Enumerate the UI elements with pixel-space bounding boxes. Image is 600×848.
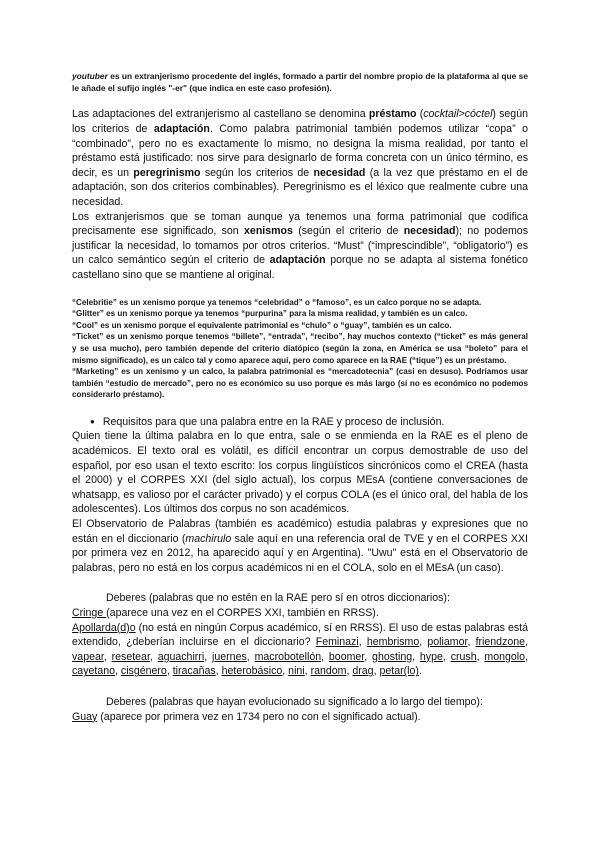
deberes-title-2: Deberes (palabras que hayan evolucionado su significado a lo largo del tiempo):	[106, 695, 483, 708]
term-necesidad: necesidad	[313, 166, 366, 179]
term-prestamo: préstamo	[368, 108, 417, 121]
example-cocktail: cocktail>cóctel	[423, 108, 493, 121]
text-run: (aparece por primera vez en 1734 pero no con el significado actual).	[97, 710, 421, 723]
word-separator: ,	[442, 650, 451, 663]
term-peregrinismo: peregrinismo	[133, 166, 201, 179]
word-separator: ,	[149, 650, 158, 663]
text-run: El Observatorio de Palabras (también es académico) estudia palabras y expresiones que no están en el diccionario (	[72, 518, 528, 545]
word-separator: ,	[358, 636, 367, 649]
word-link[interactable]: aguachirri	[157, 650, 205, 663]
deberes-apollardado	[72, 621, 528, 679]
term-necesidad: necesidad	[403, 225, 456, 238]
word-link[interactable]: petar(lo)	[379, 665, 419, 678]
text-run: (aparece una vez en el CORPES XXI, también en RRSS).	[106, 607, 379, 619]
intro-note	[72, 70, 528, 94]
note-ticket: “Ticket” es un xenismo porque tenemos “billete”, “entrada”, “recibo”, hay muchos contexto (“ticket” es más general y se usa mucho), pero también depende del criterio diatópico (según la zona, en América se usa “boleto” para el mismo significado), es un calco tal y como aparece aquí, pero como aparece en la RAE (“tique”) es un préstamo.	[72, 332, 528, 365]
word-separator: ,	[476, 650, 485, 663]
word-link[interactable]: tiracañas	[172, 665, 216, 678]
word-link[interactable]: friendzone	[475, 636, 526, 649]
paragraph-rae-corpus: Quien tiene la última palabra en lo que entra, sale o se enmienda en la RAE es el pleno de académicos. El texto oral es volátil, es difícil encontrar un corpus demostrable de uso del español, por eso usan el texto escrito: los corpus lingüísticos sincrónicos como el CREA (hasta el 2000) y el CORPES XXI (del siglo actual), los corpus MEsA (contiene conversaciones de whatsapp, es valioso por el carácter privado) y el corpus COLA (es el único oral, del habla de los adolescentes). Los últimos dos corpus no son académicos.	[72, 430, 528, 516]
word-link[interactable]: hembrismo	[366, 636, 420, 649]
term-xenismos: xenismos	[244, 225, 293, 238]
word-link[interactable]: Feminazi	[315, 636, 359, 649]
word-link[interactable]: cayetano	[72, 665, 115, 678]
paragraph-prestamo	[72, 107, 528, 209]
word-separator: ,	[204, 650, 213, 663]
word-guay: Guay	[72, 710, 98, 723]
deberes-cringe	[72, 606, 528, 621]
word-cringe: Cringe	[72, 607, 107, 619]
word-link[interactable]: cisgénero	[120, 665, 167, 678]
note-marketing: “Marketing” es un xenismo y un calco, la palabra patrimonial es “mercadotecnia” (casi en desuso). Podríamos usar también “estudio de mercado”, pero no es económico su uso porque es más largo (si no es económico no podemos considerarlo préstamo).	[72, 367, 528, 400]
word-link[interactable]: vapear	[72, 650, 104, 663]
intro-text: es un extranjerismo procedente del inglés, formado a partir del nombre propio de la plataforma al que se le añade el sufijo inglés "-er" (que indica en este caso profesión).	[72, 71, 528, 94]
word-link[interactable]: macrobotellón	[254, 650, 322, 663]
text-run: (según el criterio de	[292, 225, 404, 238]
paragraph-observatorio	[72, 517, 528, 575]
text-run: ); no podemos justificar la necesidad, lo tomamos por otros criterios. “Must” (“imprescindible”, “obligatorio”) es un calco semántico según el criterio de	[72, 225, 528, 267]
word-separator: ,	[467, 636, 476, 649]
term-adaptacion: adaptación	[153, 123, 210, 135]
word-link[interactable]: poliamor	[427, 636, 468, 649]
word-separator: ,	[282, 665, 289, 678]
word-link[interactable]: heterobásico	[221, 665, 283, 678]
word-separator: ,	[304, 665, 311, 678]
note-celebritie: “Celebritie” es un xenismo porque ya tenemos “celebridad” o “famoso”, es un calco porque no se adapta.	[72, 297, 482, 307]
word-separator: ,	[115, 665, 121, 678]
word-separator: ,	[525, 636, 529, 649]
example-machirulo: machirulo	[185, 532, 232, 545]
text-run: Las adaptaciones del extranjerismo al castellano se denomina	[72, 108, 369, 121]
text-run: . Como palabra patrimonial también podemos utilizar “copa” o “combinado”, pero no es exactamente lo mismo, no designa la misma realidad, por tanto el préstamo está justificado: nos sirve para designarlo de forma concreta con un único término, es decir, es un	[72, 123, 528, 179]
word-separator: ,	[412, 650, 420, 663]
word-link[interactable]: mongolo	[484, 650, 526, 663]
text-run: según los criterios de	[200, 166, 314, 179]
deberes-guay	[72, 710, 528, 725]
bullet-item-requisitos	[90, 415, 528, 430]
intro-term: youtuber	[72, 71, 108, 81]
deberes-title-1: Deberes (palabras que no estén en la RAE pero sí en otros diccionarios):	[106, 592, 450, 605]
word-link[interactable]: nini	[288, 665, 305, 678]
word-link[interactable]: drag	[352, 665, 374, 678]
text-run: Los extranjerismos que se toman aunque ya tenemos una forma patrimonial que codifica precisamente ese significado, son	[72, 210, 528, 238]
bullet-icon: ●	[90, 416, 95, 426]
word-separator: ,	[321, 650, 329, 663]
word-separator: ,	[103, 650, 112, 663]
word-separator: ,	[166, 665, 173, 678]
word-separator: ,	[246, 650, 255, 663]
note-glitter: “Glitter” es un xenismo porque ya tenemos “purpurina” para la misma realidad, y también es un calco.	[72, 309, 468, 319]
text-run: ) según los criterios de	[72, 108, 528, 135]
word-link[interactable]: ghosting	[372, 650, 413, 663]
text-run: (a la vez que préstamo en el de adaptación, son dos criterios combinables). Peregrinismo es el léxico que realmente cubre una necesidad.	[72, 166, 528, 208]
word-link[interactable]: random	[310, 665, 347, 678]
word-separator: ,	[346, 665, 353, 678]
word-separator: ,	[215, 665, 222, 678]
word-link[interactable]: hype	[419, 650, 443, 663]
word-separator: ,	[525, 650, 528, 663]
word-separator: ,	[373, 665, 380, 678]
text-run: (no está en ningún Corpus académico, sí en RRSS). El uso de estas palabras está extendido, ¿deberían incluirse en el diccionario?	[72, 621, 528, 649]
word-link[interactable]: resetear	[111, 650, 150, 663]
text-run: sale aquí en una referencia oral de TVE y en el CORPES XXI por primera vez en 2012, ha aparecido aquí y en Argentina). "Uwu" está en el Observatorio de palabras, pero no está en los corpus académicos ni en el COLA, solo en el MEsA (un caso).	[72, 532, 528, 574]
word-separator: ,	[364, 650, 373, 663]
word-separator: .	[418, 665, 422, 678]
word-apollardado: Apollarda(d)o	[72, 621, 136, 634]
text-run: porque no se adapta al sistema fonético castellano sino que se mantiene al original.	[72, 254, 528, 281]
bullet-text: Requisitos para que una palabra entre en la RAE y proceso de inclusión.	[102, 415, 445, 428]
term-adaptacion: adaptación	[269, 254, 326, 267]
word-link[interactable]: boomer	[328, 650, 365, 663]
text-run: (	[416, 108, 424, 121]
word-link[interactable]: crush	[450, 650, 477, 663]
paragraph-xenismos	[72, 210, 528, 283]
examples-notes	[72, 297, 528, 401]
word-link[interactable]: juernes	[212, 650, 247, 663]
word-separator: ,	[419, 636, 428, 649]
note-cool: “Cool” es un xenismo porque el equivalente patrimonial es “chulo” o “guay”, también es un calco.	[72, 320, 452, 330]
